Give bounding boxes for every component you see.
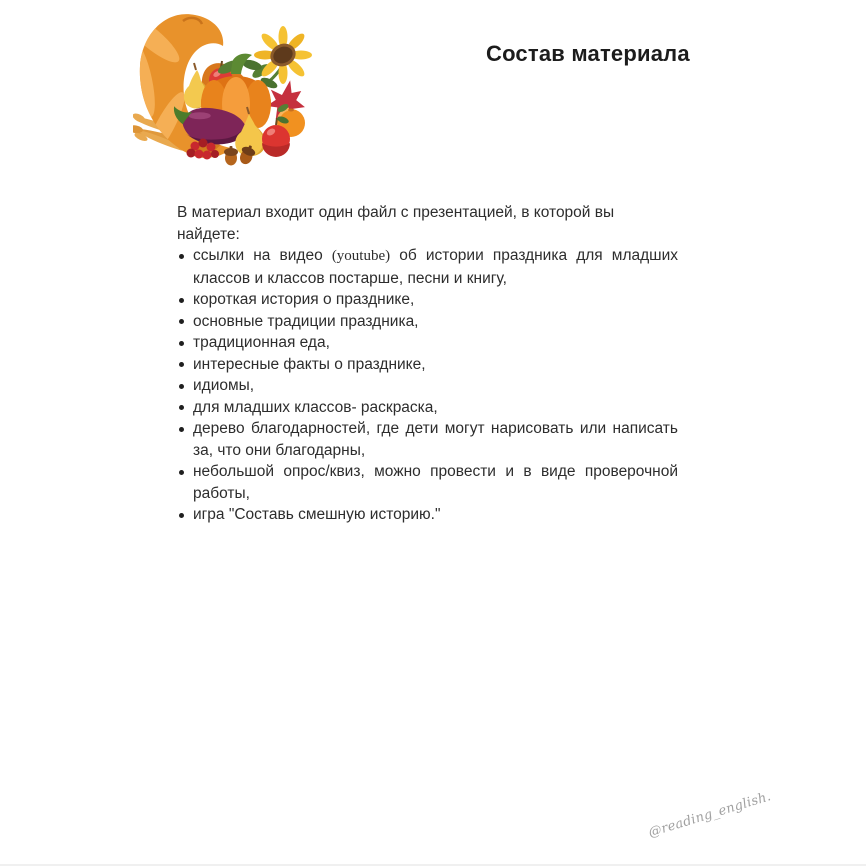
list-item-text: идиомы, xyxy=(193,377,255,394)
list-item-text: для младших классов- раскраска, xyxy=(193,398,438,416)
list-item-text: игра "Составь смешную историю." xyxy=(193,506,441,523)
list-item-text-pre: ссылки на видео xyxy=(193,247,332,264)
list-item-text: небольшой опрос/квиз, можно провести и в виде проверочной работы, xyxy=(193,463,678,502)
list-item-text: дерево благодарностей, где дети могут нарисовать или написать за, что они благодарны, xyxy=(193,420,678,459)
bullet-list xyxy=(175,245,678,526)
bullet-icon xyxy=(179,470,184,475)
cornucopia-icon xyxy=(133,8,323,172)
bullet-icon xyxy=(179,254,184,259)
list-item-text: интересные факты о празднике, xyxy=(193,355,426,373)
bullet-icon xyxy=(179,384,184,389)
list-item xyxy=(175,354,678,376)
list-item-text-post: об истории праздника для младших классов и классов постарше, песни и книгу, xyxy=(193,247,678,287)
list-item xyxy=(175,418,678,461)
cornucopia-illustration xyxy=(133,8,323,172)
list-item-text xyxy=(193,247,678,287)
watermark-signature: @reading_english. xyxy=(646,789,773,841)
list-item-text: короткая история о празднике, xyxy=(193,291,415,308)
list-item-text: основные традиции праздника, xyxy=(193,312,419,330)
list-item xyxy=(175,461,678,504)
bullet-icon xyxy=(179,362,184,367)
list-item xyxy=(175,375,678,397)
content xyxy=(175,202,678,526)
intro-text: В материал входит один файл с презентацией, в которой вы найдете: xyxy=(177,204,615,243)
bullet-icon xyxy=(179,427,184,432)
list-item xyxy=(175,289,678,311)
page-title: Состав материала xyxy=(486,41,690,66)
list-item xyxy=(175,311,678,333)
youtube-label: (youtube) xyxy=(331,248,391,264)
bullet-icon xyxy=(179,513,184,518)
list-item xyxy=(175,245,678,289)
bullet-icon xyxy=(179,298,184,303)
list-item xyxy=(175,332,678,354)
list-item xyxy=(175,397,678,419)
bullet-icon xyxy=(179,319,184,324)
list-item-text: традиционная еда, xyxy=(193,334,330,351)
bullet-icon xyxy=(179,341,184,346)
bullet-icon xyxy=(179,405,184,410)
list-item xyxy=(175,504,678,526)
